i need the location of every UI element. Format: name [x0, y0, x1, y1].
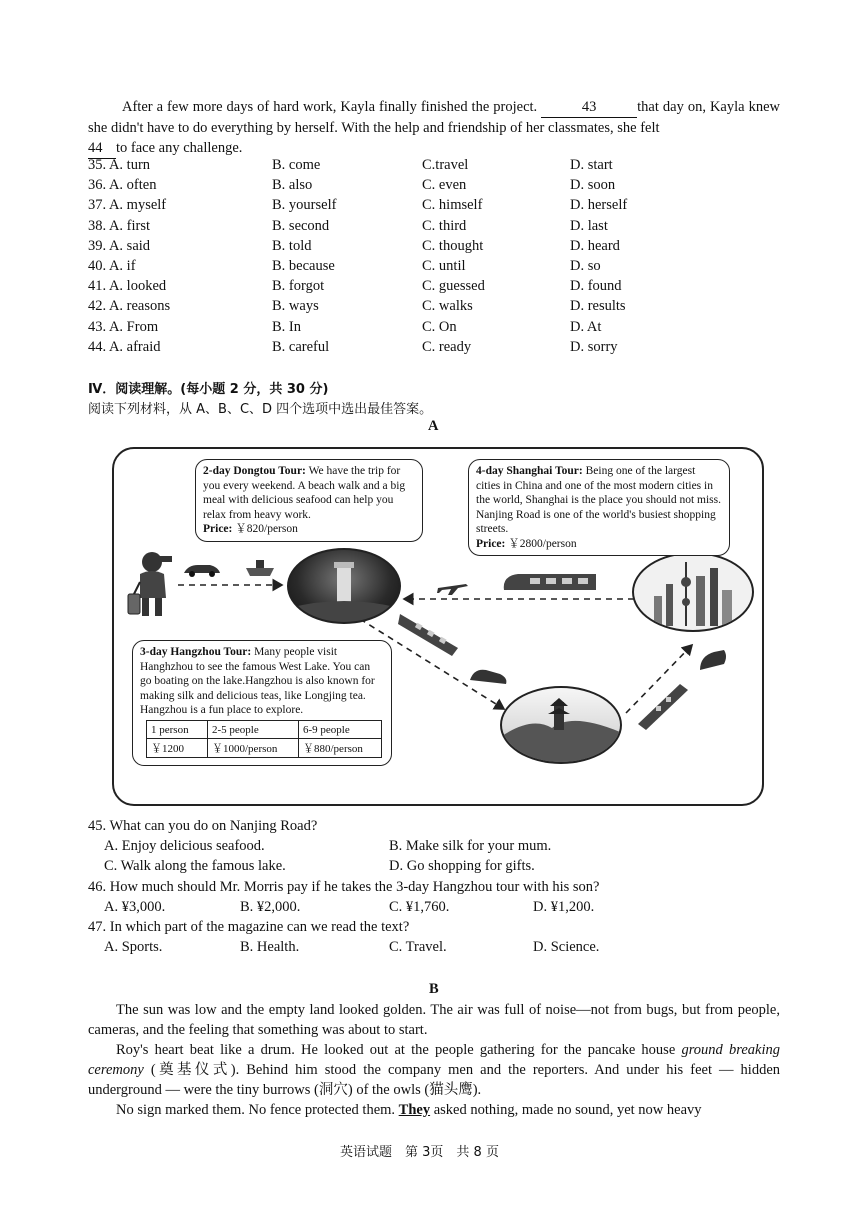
- car-icon: [182, 562, 222, 578]
- option-d: D. herself: [570, 197, 628, 214]
- dongtou-price: ￥820/person: [235, 523, 298, 535]
- train-icon: [396, 608, 462, 658]
- option-b: B. Make silk for your mum.: [389, 838, 552, 854]
- option-d: D. found: [570, 278, 622, 295]
- skyline-icon: [634, 554, 752, 630]
- dongtou-tour-card: [195, 459, 423, 542]
- passage-label-b: B: [429, 981, 439, 997]
- option-c: C. guessed: [422, 278, 485, 295]
- dongtou-price-label: Price:: [203, 523, 233, 535]
- option-d: D. At: [570, 318, 602, 335]
- question-option-a: 35. A. turn: [88, 157, 151, 173]
- cloze-option-row: [88, 258, 768, 278]
- option-b: B. In: [272, 318, 301, 335]
- option-c: C. himself: [422, 197, 483, 214]
- option-d: D. start: [570, 157, 613, 173]
- option-b: B. ways: [272, 298, 319, 315]
- option-c: C.travel: [422, 157, 469, 173]
- option-a: A. Sports.: [104, 939, 163, 955]
- cloze-option-row: [88, 197, 768, 217]
- question-option-a: 44. A. afraid: [88, 338, 161, 355]
- table-cell: 1 person: [147, 721, 208, 739]
- passage-line: After a few more days of hard work, Kayla finally finished the project.: [122, 99, 538, 115]
- pagoda-icon: [502, 688, 620, 762]
- paragraph-text: asked nothing, made no sound, yet now heavy: [433, 1102, 702, 1118]
- cloze-option-row: [88, 238, 768, 258]
- passage-b: [88, 1000, 780, 1120]
- lighthouse-icon: [289, 550, 399, 622]
- option-d: D. heard: [570, 237, 620, 254]
- option-b: B. told: [272, 237, 312, 254]
- option-c: C. even: [422, 177, 467, 194]
- paragraph-text: (奠基仪式). Behind him stood the company men and the reporters. And under his feet — hidden underground — were the tiny burrows (洞穴) of the owls (猫头鹰).: [88, 1062, 780, 1098]
- option-b: B. forgot: [272, 278, 325, 295]
- option-d: D. last: [570, 217, 608, 234]
- shanghai-tour-text: Being one of the largest cities in China and one of the most modern cities in the world, Shanghai is the place you should not miss. Nanjing Road is one of the world's busiest shopping streets.: [476, 465, 721, 535]
- option-d: D. soon: [570, 177, 616, 194]
- option-c: C. thought: [422, 237, 484, 254]
- option-b: B. second: [272, 217, 330, 234]
- table-cell: ￥1000/person: [208, 739, 299, 758]
- traveler-icon: [126, 548, 178, 622]
- table-cell: ￥880/person: [299, 739, 382, 758]
- option-b: B. yourself: [272, 197, 337, 214]
- plane-icon: [436, 576, 470, 596]
- paragraph: The sun was low and the empty land looked golden. The air was full of noise—not from bugs, but from people, cameras, and the feeling that something was about to start.: [88, 1002, 780, 1038]
- paragraph-text: No sign marked them. No fence protected them.: [116, 1102, 396, 1118]
- paragraph: [88, 1100, 780, 1120]
- blank-44: 44: [88, 138, 116, 159]
- passage-end: [88, 97, 780, 159]
- question-option-a: 39. A. said: [88, 237, 151, 254]
- italic-term: ground breaking ceremony: [88, 1042, 780, 1078]
- question-option-a: 41. A. looked: [88, 278, 167, 295]
- table-cell: 6-9 people: [299, 721, 382, 739]
- option-d: D. so: [570, 258, 601, 274]
- dongtou-tour-title: 2-day Dongtou Tour:: [203, 465, 306, 477]
- cloze-option-row: [88, 298, 768, 318]
- option-c: C. Travel.: [389, 939, 447, 955]
- option-d: D. Go shopping for gifts.: [389, 858, 535, 874]
- dongtou-picture: [287, 548, 401, 624]
- cloze-option-row: [88, 319, 768, 339]
- question-46: 46. How much should Mr. Morris pay if he takes the 3-day Hangzhou tour with his son?: [88, 879, 600, 895]
- option-b: B. Health.: [240, 939, 300, 955]
- passage-label-a: A: [428, 418, 439, 434]
- passage-line: that day on, Kayla: [637, 99, 745, 115]
- car-icon: [696, 646, 730, 674]
- train-icon: [634, 680, 694, 730]
- passage-line: to face any challenge.: [116, 140, 243, 156]
- option-b: B. because: [272, 258, 335, 274]
- option-c: C. ¥1,760.: [389, 899, 450, 915]
- cloze-option-row: [88, 157, 768, 177]
- cloze-option-row: [88, 218, 768, 238]
- blank-43: 43: [541, 97, 637, 118]
- cloze-option-row: [88, 177, 768, 197]
- option-d: D. results: [570, 298, 626, 315]
- shanghai-price-label: Price:: [476, 537, 506, 550]
- option-b: B. careful: [272, 338, 330, 355]
- option-c: C. Walk along the famous lake.: [104, 858, 286, 874]
- option-c: C. ready: [422, 338, 472, 355]
- shanghai-price: ￥2800/person: [508, 537, 577, 550]
- option-c: C. until: [422, 258, 466, 274]
- option-b: B. also: [272, 177, 313, 194]
- car-icon: [466, 662, 510, 688]
- section-instruction: 阅读下列材料，从 A、B、C、D 四个选项中选出最佳答案。: [88, 402, 433, 417]
- hangzhou-tour-text: Many people visit Hanghzhou to see the famous West Lake. You can go boating on the lake.Hangzhou is also known for making silk and delicious teas, like Longjing tea. Hangzhou is a fun place to explore.: [140, 646, 375, 716]
- question-option-a: 38. A. first: [88, 217, 151, 234]
- hangzhou-price-table: [146, 720, 382, 758]
- option-c: C. On: [422, 318, 457, 335]
- paragraph-text: Roy's heart beat like a drum. He looked out at the people gathering for the pancake house: [116, 1042, 676, 1058]
- option-c: C. walks: [422, 298, 473, 315]
- cloze-option-row: [88, 278, 768, 298]
- question-47: 47. In which part of the magazine can we read the text?: [88, 919, 410, 935]
- option-a: A. ¥3,000.: [104, 899, 166, 915]
- page-footer: 英语试题 第 3页 共 8 页: [340, 1145, 499, 1160]
- underlined-word: They: [398, 1102, 431, 1118]
- option-b: B. come: [272, 157, 321, 173]
- boat-icon: [244, 556, 276, 578]
- question-45: 45. What can you do on Nanjing Road?: [88, 818, 318, 834]
- option-d: D. ¥1,200.: [533, 899, 595, 915]
- dongtou-tour-text: We have the trip for you every weekend. A beach walk and a big meal with delicious seafood can help you relax from heavy work.: [203, 465, 406, 521]
- shanghai-tour-card: [468, 459, 730, 556]
- hangzhou-picture: [500, 686, 622, 764]
- passage-line: knew she didn't have to do everything by herself. With the help and friendship of her classmates, she felt: [88, 99, 780, 136]
- option-c: C. third: [422, 217, 467, 234]
- question-option-a: 42. A. reasons: [88, 298, 171, 315]
- cloze-option-row: [88, 339, 768, 359]
- table-row: [147, 721, 382, 739]
- question-option-a: 40. A. if: [88, 258, 136, 274]
- table-cell: ￥1200: [147, 739, 208, 758]
- option-b: B. ¥2,000.: [240, 899, 301, 915]
- hangzhou-tour-title: 3-day Hangzhou Tour:: [140, 646, 252, 658]
- option-a: A. Enjoy delicious seafood.: [104, 838, 265, 854]
- question-option-a: 36. A. often: [88, 177, 157, 194]
- question-option-a: 37. A. myself: [88, 197, 167, 214]
- option-d: D. sorry: [570, 338, 618, 355]
- table-row: [147, 739, 382, 758]
- paragraph: [88, 1040, 780, 1100]
- section-title: Ⅳ．阅读理解。(每小题 2 分，共 30 分): [88, 382, 329, 397]
- option-d: D. Science.: [533, 939, 600, 955]
- table-cell: 2-5 people: [208, 721, 299, 739]
- shanghai-picture: [632, 552, 754, 632]
- shanghai-tour-title: 4-day Shanghai Tour:: [476, 465, 583, 477]
- question-option-a: 43. A. From: [88, 318, 159, 335]
- train-icon: [500, 570, 600, 596]
